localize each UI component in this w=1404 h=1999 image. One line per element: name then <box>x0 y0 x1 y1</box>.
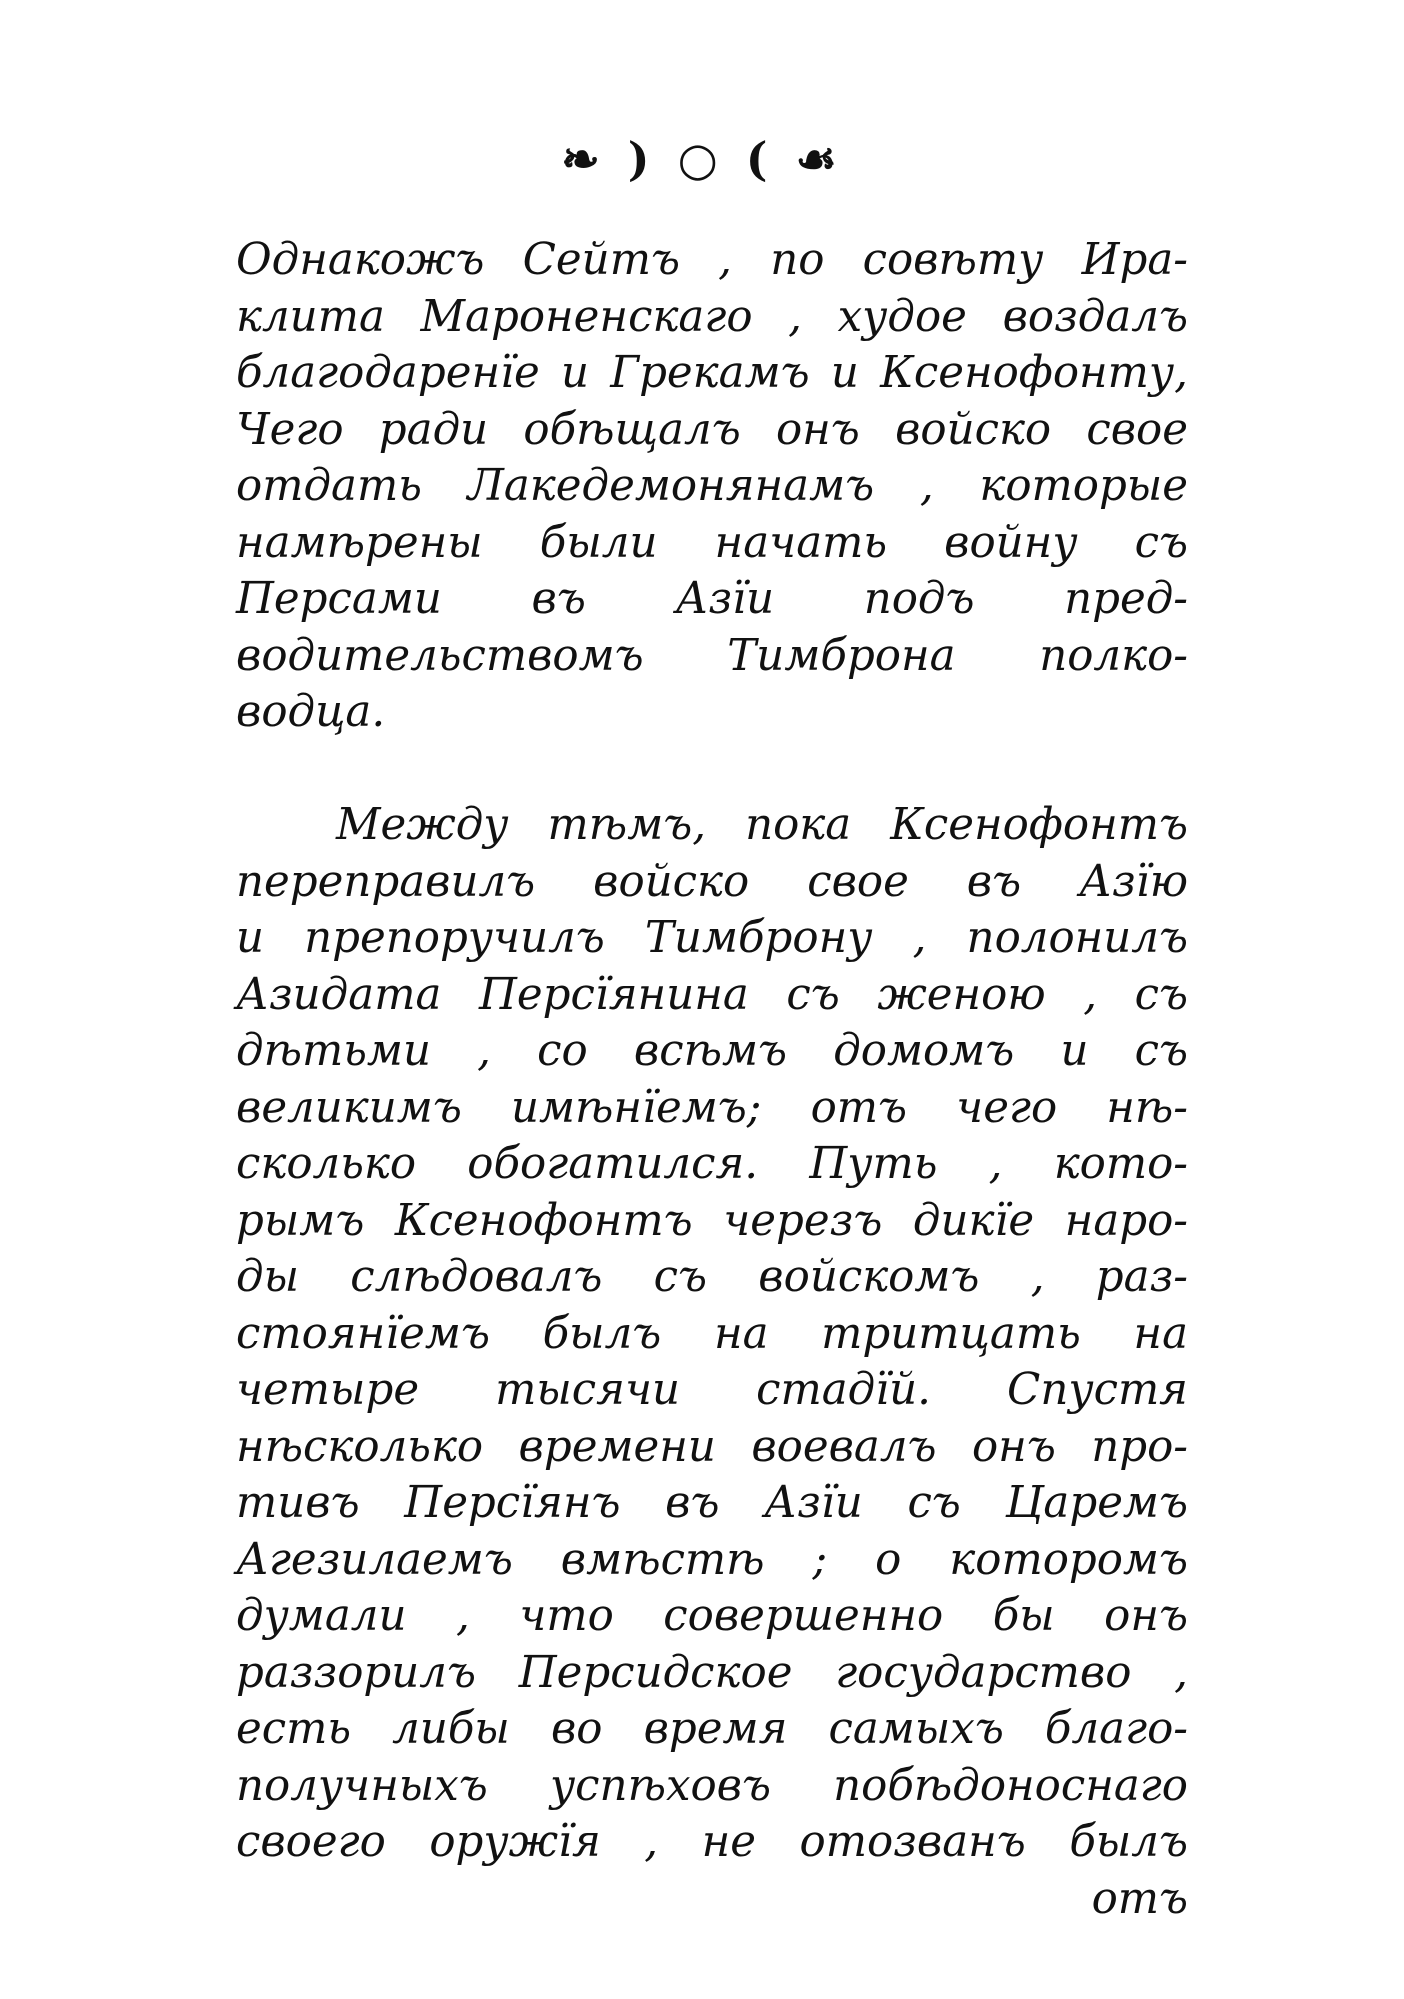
text-line: своего оружїя , не отозванъ былъ <box>236 1817 1188 1867</box>
text-line: великимъ имѣнїемъ; отъ чего нѣ- <box>236 1082 1188 1133</box>
text-line: благодаренїе и Грекамъ и Ксенофонту, <box>236 348 1188 398</box>
text-line: дѣтьми , со всѣмъ домомъ и съ <box>236 1026 1188 1076</box>
paragraph-2 <box>236 797 1188 1871</box>
text-line: четыре тысячи стадїй. Спустя <box>236 1365 1188 1415</box>
text-line: водительствомъ Тимброна полко- <box>236 630 1188 681</box>
text-line: отдать Лакедемонянамъ , которые <box>236 461 1188 511</box>
page-body <box>236 232 1188 1927</box>
text-line: сколько обогатился. Путь , кото- <box>236 1139 1188 1189</box>
text-line: нѣсколько времени воевалъ онъ про- <box>236 1421 1188 1472</box>
text-line: и препоручилъ Тимброну , полонилъ <box>236 913 1188 963</box>
text-line: Азидата Персїянина съ женою , съ <box>236 969 1188 1020</box>
text-line: Персами въ Азїи подъ пред- <box>236 574 1188 624</box>
text-line: есть либы во время самыхъ благо- <box>236 1704 1188 1754</box>
paragraph-1 <box>236 232 1188 741</box>
text-line: клита Мароненскаго , худое воздалъ <box>236 291 1188 342</box>
text-line: намѣрены были начать войну съ <box>236 517 1188 568</box>
catchword: отъ <box>1091 1873 1188 1924</box>
text-line: получныхъ успѣховъ побѣдоноснаго <box>236 1760 1188 1811</box>
text-line: стоянїемъ былъ на тритцать на <box>236 1308 1188 1359</box>
text-line: Агезилаемъ вмѣстѣ ; о которомъ <box>236 1534 1188 1585</box>
text-line: Однакожъ Сейтъ , по совѣту Ира- <box>236 235 1188 285</box>
text-line: тивъ Персїянъ въ Азїи съ Царемъ <box>236 1478 1188 1528</box>
text-line: Между тѣмъ, пока Ксенофонтъ <box>336 800 1188 850</box>
text-line: раззорилъ Персидское государство , <box>236 1647 1188 1698</box>
ornament-text: ❧ ) ○ ( ☙ <box>561 132 843 186</box>
text-line: переправилъ войско свое въ Азїю <box>236 856 1188 907</box>
paragraph-gap <box>236 741 1188 798</box>
page-header-ornament <box>0 132 1404 186</box>
text-line: водца. <box>236 687 386 737</box>
text-line: рымъ Ксенофонтъ черезъ дикїе наро- <box>236 1195 1188 1246</box>
text-line: ды слѣдовалъ съ войскомъ , раз- <box>236 1252 1188 1302</box>
text-line: Чего ради обѣщалъ онъ войско свое <box>236 404 1188 455</box>
text-line: думали , что совершенно бы онъ <box>236 1591 1188 1641</box>
